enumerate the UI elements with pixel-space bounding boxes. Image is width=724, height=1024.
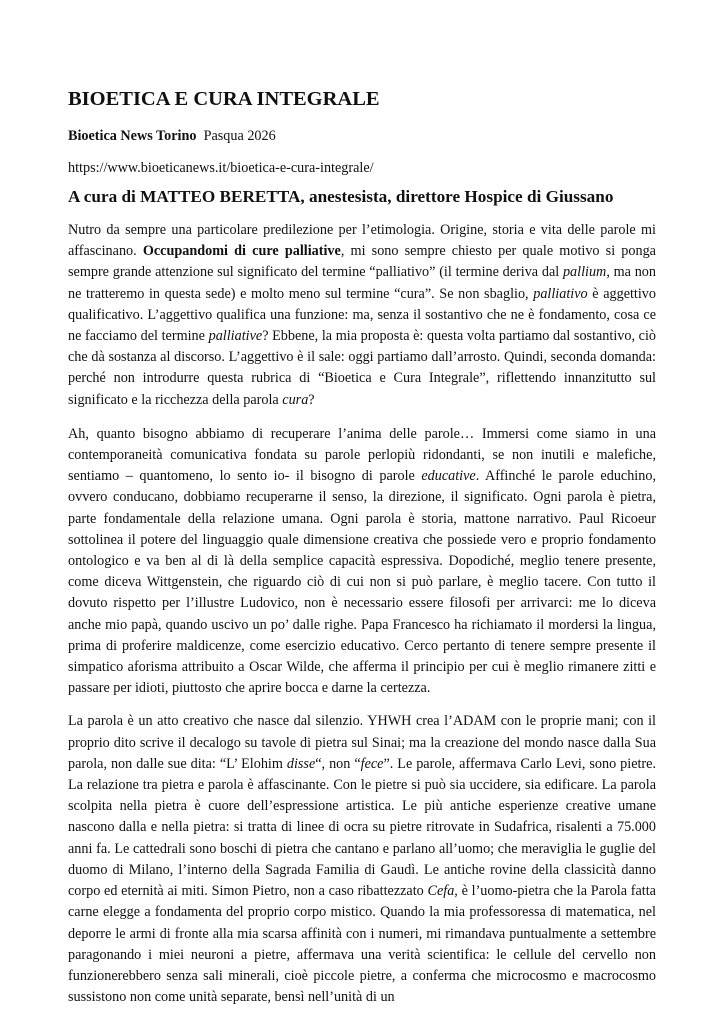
document-meta [68, 126, 656, 146]
article-url: https://www.bioeticanews.it/bioetica-e-cura-integrale/ [68, 160, 374, 176]
issue-date: Pasqua 2026 [203, 128, 276, 144]
text-run: Nutro da sempre una particolare predilezione per l’etimologia. Origine, storia e vita delle parole mi affascinano. [68, 222, 656, 260]
text-run: , mi sono sempre chiesto per quale motivo si ponga sempre grande attenzione sul significato del termine “palliativo” (il termine deriva dal [68, 243, 656, 281]
text-run: è aggettivo qualificativo. L’aggettivo qualifica una funzione: ma, senza il sostantivo che ne è fondamento, cosa ce ne facciamo del termine [68, 285, 656, 345]
text-run: . Affinché le parole educhino, ovvero conducano, dobbiamo recuperarne il senso, la direzione, il significato. Ogni parola è pietra, parte fondamentale della relazione umana. Ogni parola è storia, mattone narrativo. Paul Ricoeur sottolinea il potere del linguaggio quale dimensione creativa che possiede vero e proprio fondamento ontologico e va ben al di là della semplice capacità espressiva. Dopodiché, meglio tenere presente, come diceva Wittgenstein, che riguardo ciò di cui non si può parlare, è meglio tacere. Con tutto il dovuto rispetto per l’illustre Ludovico, non è necessario essere filosofi per arrivarci: me lo diceva anche mio papà, quando uscivo un po’ dalle righe. Papa Francesco ha richiamato il mordersi la lingua, prima di proferire maldicenze, come esercizio educativo. Cerco pertanto di tenere sempre presente il simpatico aforisma attribuito a Oscar Wilde, che afferma il principio per cui è meglio rimanere zitti e passare per idioti, piuttosto che aprire bocca e darne la certezza. [68, 468, 656, 697]
italic-text: fece [360, 755, 384, 772]
italic-text: Cefa [427, 883, 455, 900]
italic-text: palliativo [533, 285, 588, 302]
text-run: “, non “ [315, 755, 361, 772]
document-title: BIOETICA E CURA INTEGRALE [68, 88, 380, 110]
text-run: La parola è un atto creativo che nasce dal silenzio. YHWH crea l’ADAM con le proprie mani; con il proprio dito scrive il decalogo su tavole di pietra sul Sinai; ma la creazione del mondo nasce dalla Sua parola, non dalle sue dita: “L’ Elohim [68, 713, 656, 772]
source-name: Bioetica News Torino [68, 128, 197, 144]
paragraph [68, 220, 656, 411]
paragraph [68, 711, 656, 1008]
document-page [68, 86, 656, 1008]
paragraph [68, 424, 656, 700]
text-run: Ah, quanto bisogno abbiamo di recuperare l’anima delle parole… Immersi come siamo in una contemporaneità comunicativa fondata su parole perlopiù ridondanti, se non inutili e malefiche, sentiamo – quantomeno, lo sento io- il bisogno di parole [68, 425, 656, 485]
italic-text: educative [421, 468, 476, 485]
text-run: , ma non ne tratteremo in questa sede) e molto meno sul termine “cura”. Se non sbaglio, [68, 264, 656, 302]
italic-text: palliative [208, 328, 263, 345]
text-run: , è l’uomo-pietra che la Parola fatta carne elegge a fondamenta del proprio corpo mistico. Quando la mia professoressa di matematica, nel deporre le armi di fronte alla mia scarsa affinità con i numeri, mi rimandava puntualmente a settembre paragonando i miei neuroni a pietre, affermava una verità scientifica: le cellule del cervello non funzionerebbero senza sali minerali, cioè piccole pietre, a conferma che microcosmo e macrocosmo sussistono non come unità separate, bensì nell’unità di un [68, 883, 656, 1006]
italic-text: cura [282, 391, 309, 408]
text-run: ? [308, 391, 315, 408]
text-run: ”. Le parole, affermava Carlo Levi, sono pietre. La relazione tra pietra e parola è affascinante. Con le pietre si può sia uccidere, sia edificare. La parola scolpita nella pietra è cuore dell’espressione artistica. Le più antiche esperienze creative umane nascono dalla e nella pietra: si tratta di linee di ocra su pietre ritrovate in Sudafrica, risalenti a 75.000 anni fa. Le cattedrali sono boschi di pietra che cantano e parlano all’uomo; che meraviglia le guglie del duomo di Milano, l’interno della Sagrada Familia di Gaudì. Le antiche rovine della classicità danno corpo ed eternità ai miti. Simon Pietro, non a caso ribattezzato [68, 755, 656, 900]
bold-text: Occupandomi di cure palliative [142, 243, 341, 260]
text-run: ? Ebbene, la mia proposta è: questa volta partiamo dal sostantivo, ciò che dà sostanza al discorso. L’aggettivo è il sale: oggi partiamo dall’arrosto. Quindi, seconda domanda: perché non introdurre questa rubrica di “Bioetica e Cura Integrale”, riflettendo innanzitutto sul significato e la ricchezza della parola [68, 328, 656, 408]
italic-text: disse [286, 755, 316, 772]
author-line: A cura di MATTEO BERETTA, anestesista, direttore Hospice di Giussano [68, 187, 614, 206]
italic-text: pallium [562, 264, 607, 281]
